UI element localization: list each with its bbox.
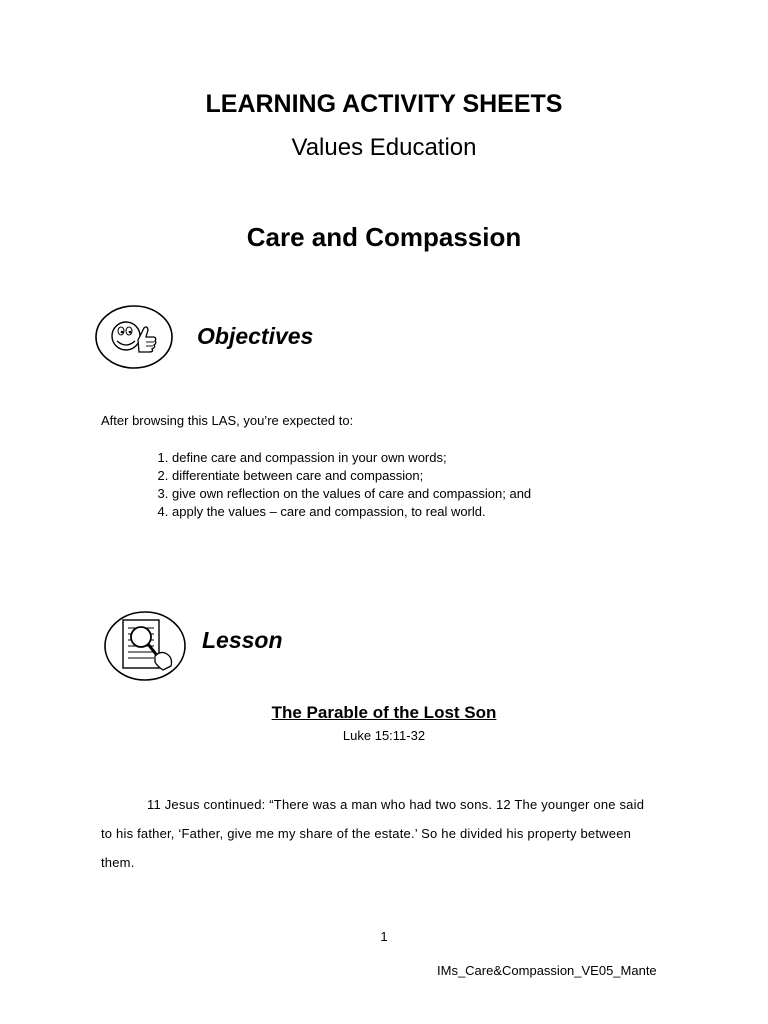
lesson-heading: Lesson: [202, 627, 283, 653]
list-item: 3. give own reflection on the values of care and compassion; and: [172, 485, 531, 503]
magnifier-document-icon: [103, 610, 187, 682]
list-item: 2. differentiate between care and compassion;: [172, 467, 531, 485]
body-line-2: to his father, ‘Father, give me my share of the estate.’ So he divided his property between: [101, 826, 632, 841]
body-line-1: 11 Jesus continued: “There was a man who had two sons. 12 The younger one said: [147, 797, 645, 812]
page-number: 1: [380, 929, 388, 944]
list-item: 4. apply the values – care and compassion, to real world.: [172, 503, 531, 521]
subject-title: Values Education: [291, 134, 477, 161]
body-line-3: them.: [101, 855, 135, 870]
objectives-intro: After browsing this LAS, you’re expected to:: [101, 413, 354, 428]
objectives-heading: Objectives: [197, 323, 314, 349]
thumbs-up-face-icon: [94, 304, 174, 370]
parable-reference: Luke 15:11-32: [342, 728, 426, 743]
topic-title: Care and Compassion: [246, 222, 522, 252]
page-title: LEARNING ACTIVITY SHEETS: [205, 90, 563, 118]
list-item: 1. define care and compassion in your own words;: [172, 449, 531, 467]
objectives-list: [130, 449, 531, 521]
footer-code: IMs_Care&Compassion_VE05_Mante: [437, 963, 657, 978]
parable-title: The Parable of the Lost Son: [271, 703, 497, 722]
